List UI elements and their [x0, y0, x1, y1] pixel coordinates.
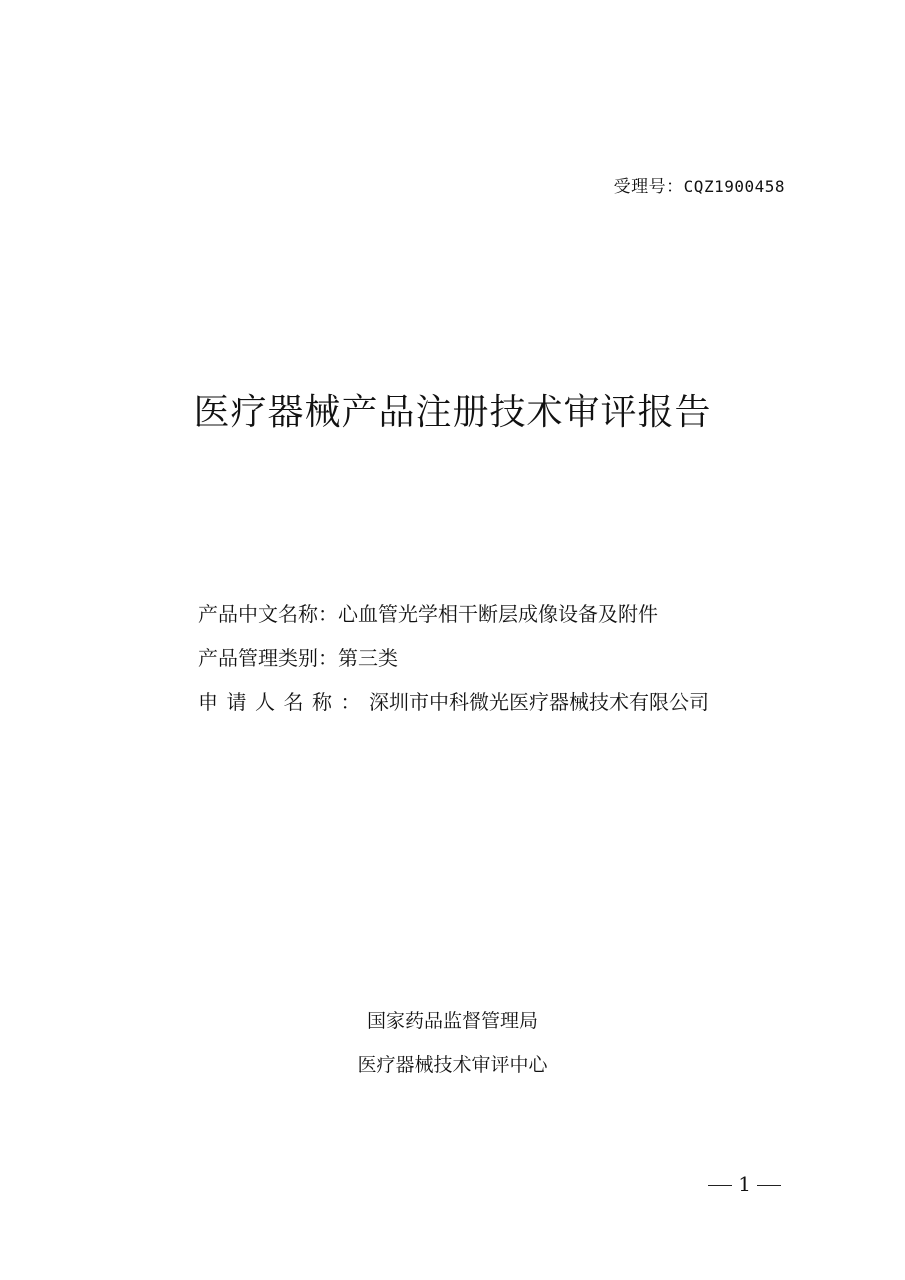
- acceptance-value: CQZ1900458: [683, 177, 785, 196]
- page-number-value: 1: [738, 1172, 751, 1196]
- product-info: [198, 592, 709, 724]
- acceptance-label: 受理号：: [613, 177, 684, 197]
- product-class-label: 产品管理类别：: [198, 646, 338, 670]
- issuing-authority: 国家药品监督管理局: [366, 1010, 538, 1032]
- applicant-label: 申请人名称：: [198, 690, 369, 714]
- right-dash: [757, 1185, 781, 1186]
- acceptance-number: [614, 172, 785, 197]
- applicant-row: [198, 680, 709, 724]
- product-class-value: 第三类: [338, 646, 398, 670]
- page-number: [702, 1172, 787, 1196]
- left-dash: [708, 1185, 732, 1186]
- product-class-row: [198, 636, 709, 680]
- product-name-label: 产品中文名称：: [198, 602, 338, 626]
- product-name-value: 心血管光学相干断层成像设备及附件: [338, 602, 658, 626]
- product-name-row: [198, 592, 709, 636]
- applicant-value: 深圳市中科微光医疗器械技术有限公司: [369, 690, 709, 714]
- review-center: 医疗器械技术审评中心: [357, 1054, 548, 1076]
- report-title: 医疗器械产品注册技术审评报告: [193, 392, 712, 433]
